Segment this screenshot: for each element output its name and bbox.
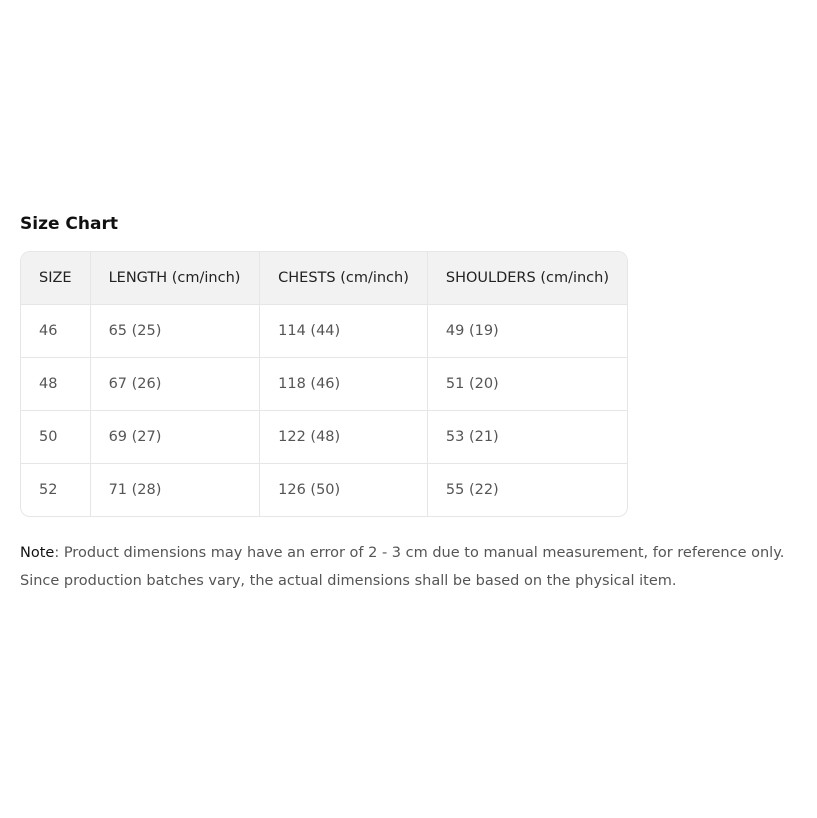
size-chart-section (20, 212, 810, 595)
cell-shoulders: 49 (19) (427, 305, 627, 358)
header-shoulders: SHOULDERS (cm/inch) (427, 252, 627, 305)
size-table (21, 252, 627, 516)
cell-length: 65 (25) (90, 305, 260, 358)
cell-shoulders: 53 (21) (427, 411, 627, 464)
cell-length: 71 (28) (90, 464, 260, 517)
cell-chests: 114 (44) (260, 305, 428, 358)
note-text: : Product dimensions may have an error of 2 - 3 cm due to manual measurement, for reference only. Since production batches vary, the actual dimensions shall be based on the physical item. (20, 545, 785, 589)
measurement-note (20, 539, 810, 595)
cell-length: 67 (26) (90, 358, 260, 411)
cell-chests: 122 (48) (260, 411, 428, 464)
cell-shoulders: 55 (22) (445, 482, 499, 498)
table-row (21, 305, 627, 358)
cell-size: 46 (21, 305, 90, 358)
note-label: Note (20, 545, 55, 561)
cell-length: 69 (27) (90, 411, 260, 464)
cell-chests: 126 (50) (260, 464, 428, 517)
header-chests: CHESTS (cm/inch) (260, 252, 428, 305)
cell-size: 50 (21, 411, 90, 464)
cell-chests: 118 (46) (260, 358, 428, 411)
cell-size: 52 (21, 464, 90, 517)
table-row (21, 411, 627, 464)
table-header-row (21, 252, 627, 305)
header-size: SIZE (21, 252, 90, 305)
size-chart-title: Size Chart (20, 214, 118, 234)
cell-shoulders: 51 (20) (427, 358, 627, 411)
cell-size: 48 (21, 358, 90, 411)
size-table-container (20, 251, 628, 517)
header-length: LENGTH (cm/inch) (90, 252, 260, 305)
table-row (21, 464, 627, 517)
table-row (21, 358, 627, 411)
